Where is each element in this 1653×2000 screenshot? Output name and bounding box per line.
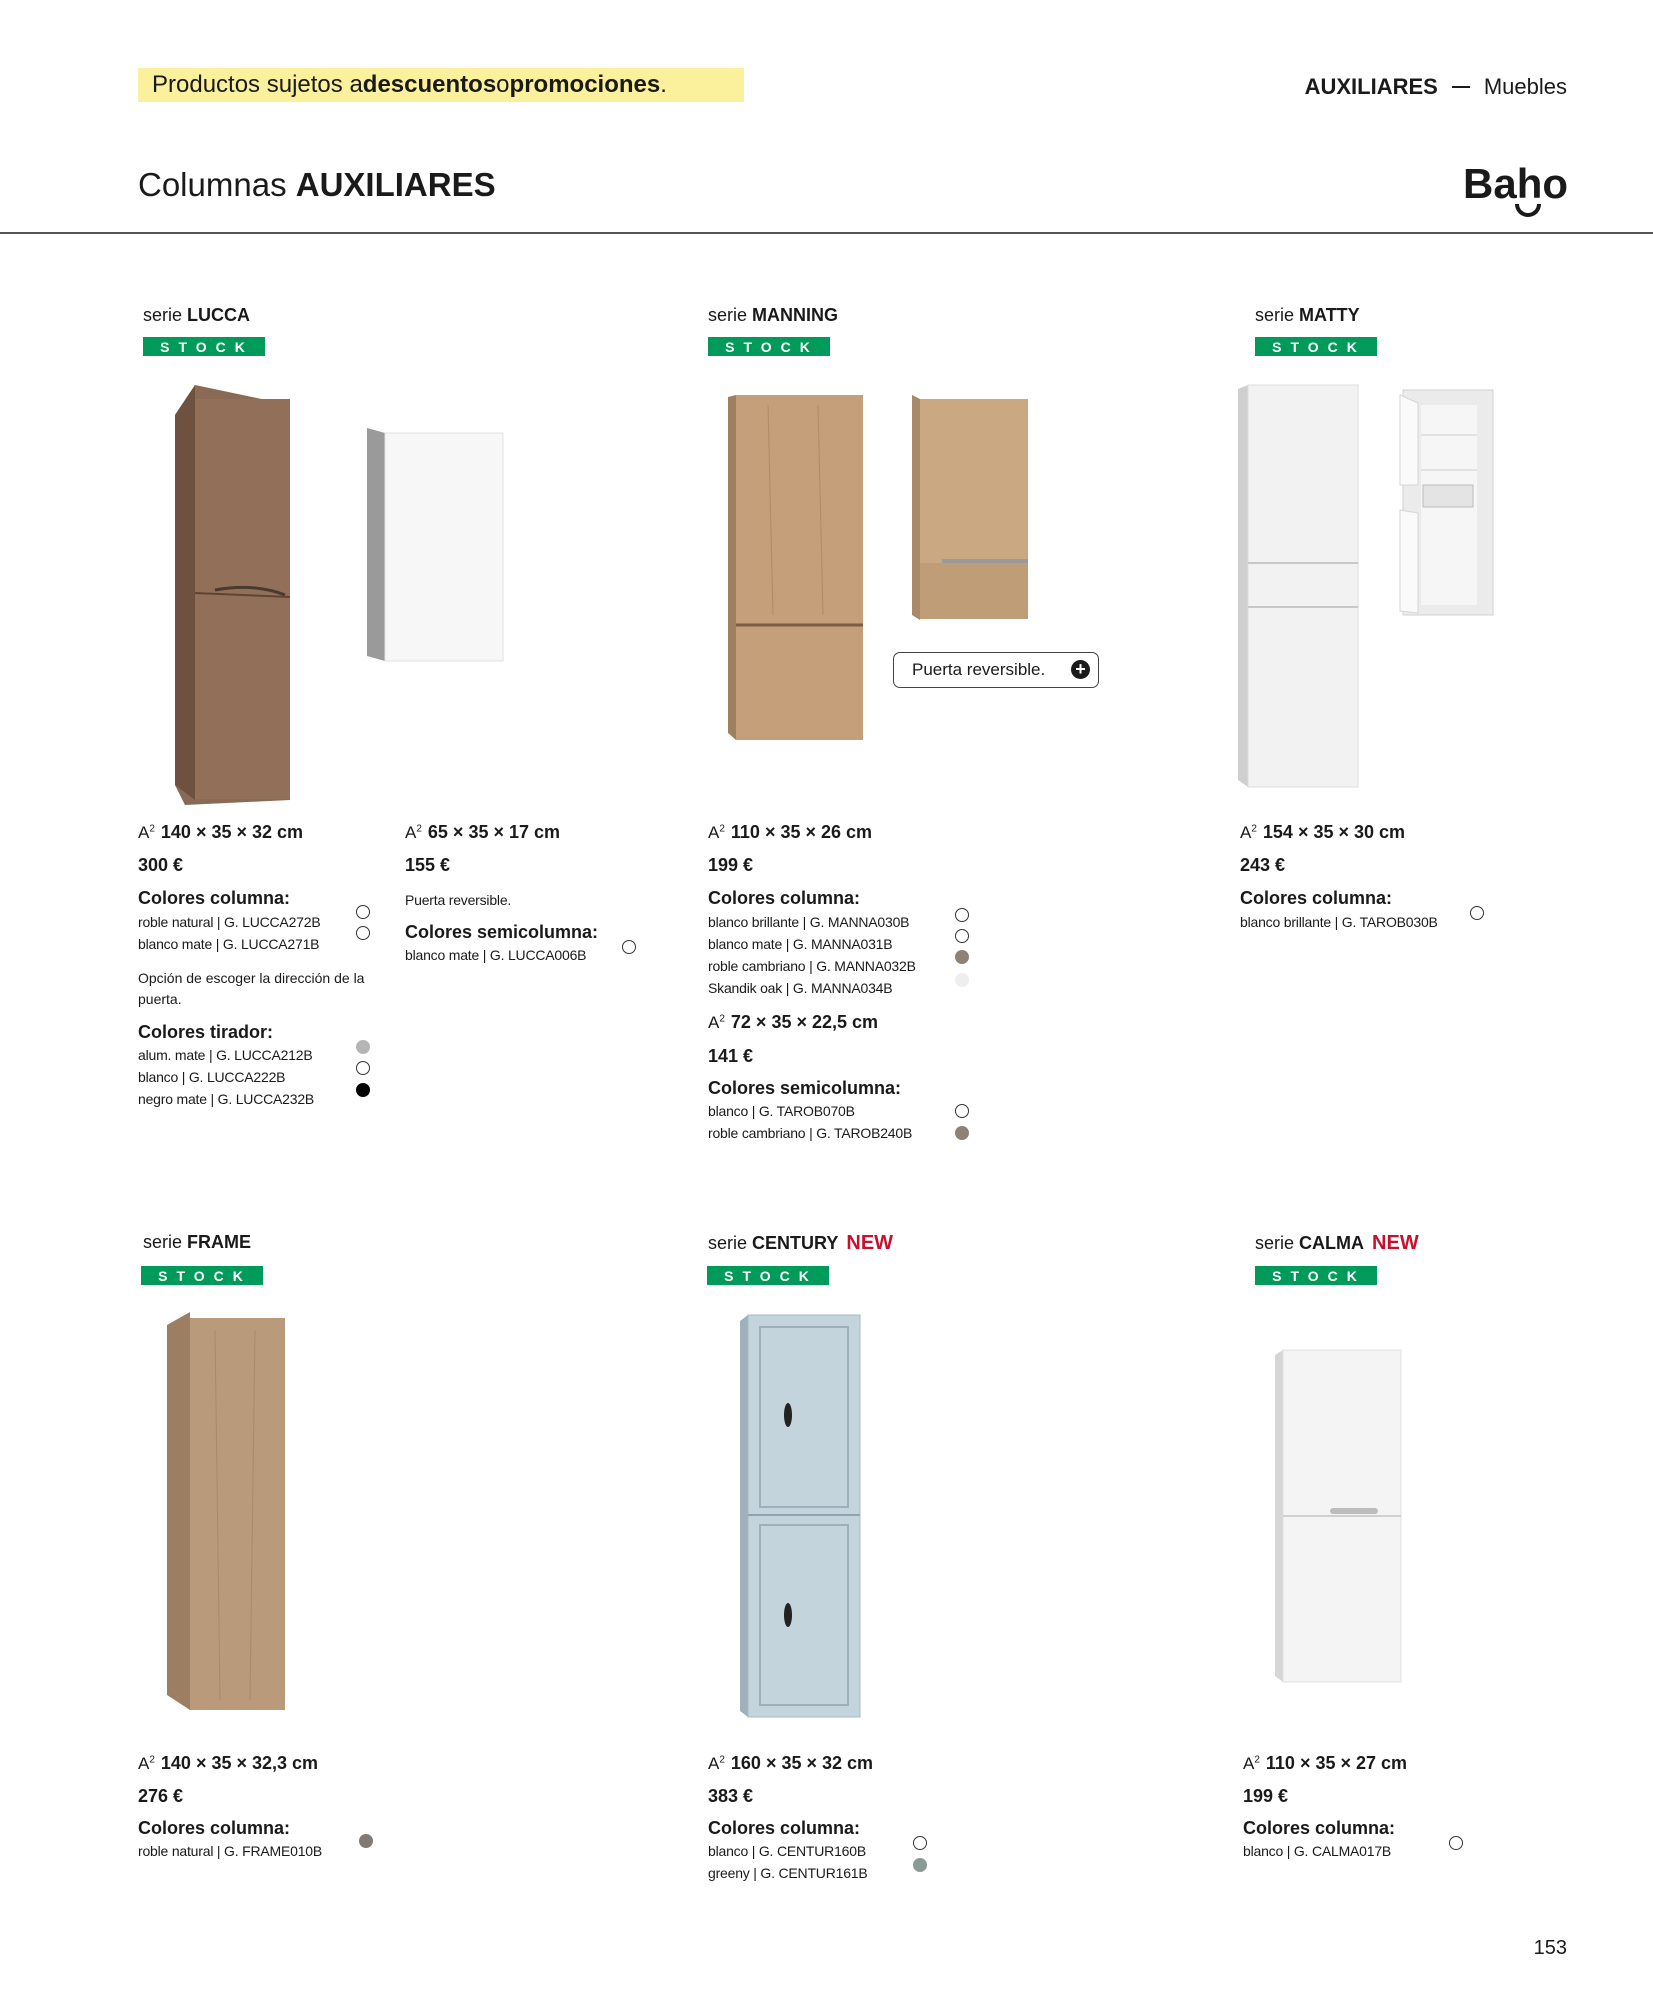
frame-column-price: 276 € [138, 1786, 184, 1806]
area-icon: $A^2$ [1240, 823, 1257, 842]
matty-column-price: 243 € [1240, 855, 1286, 875]
series-manning-title [708, 305, 838, 326]
century-column-price: 383 € [708, 1786, 754, 1806]
section-name: AUXILIARES [1304, 74, 1438, 99]
reversible-door-button[interactable] [893, 652, 1099, 688]
manning-semicolumn-image [912, 395, 1032, 625]
color-option: Skandik oak | G. MANNA034B [708, 980, 893, 996]
calma-column-colors-title: Colores columna: [1243, 1818, 1396, 1838]
color-option: roble cambriano | G. TAROB240B [708, 1125, 913, 1141]
series-prefix: serie [708, 305, 748, 325]
lucca-semicolumn-note: Puerta reversible. [405, 892, 512, 908]
color-option: blanco | G. TAROB070B [708, 1103, 855, 1119]
page-title-light: Columnas [138, 166, 296, 203]
matty-column-image [1238, 385, 1488, 790]
series-frame-title [143, 1232, 251, 1253]
stock-badge: STOCK [708, 337, 830, 356]
color-option: greeny | G. CENTUR161B [708, 1865, 868, 1881]
series-prefix: serie [708, 1233, 748, 1253]
stock-badge: STOCK [143, 337, 265, 356]
color-option: roble natural | G. FRAME010B [138, 1843, 323, 1859]
promo-banner [138, 68, 744, 102]
dimension-value: 72 × 35 × 22,5 cm [730, 1012, 879, 1032]
stock-badge: STOCK [1255, 1266, 1377, 1285]
plus-circle-icon[interactable]: + [1071, 660, 1090, 679]
series-prefix: serie [1255, 1233, 1295, 1253]
lucca-handle-colors-title: Colores tirador: [138, 1022, 274, 1042]
series-name: CENTURY [752, 1233, 839, 1253]
series-name: FRAME [187, 1232, 252, 1252]
area-icon: $A^2$ [708, 1013, 725, 1032]
black-swatch-icon [356, 1083, 370, 1097]
area-icon: $A^2$ [708, 1754, 725, 1773]
stock-badge: STOCK [141, 1266, 263, 1285]
calma-column-image [1275, 1350, 1405, 1685]
lucca-column-image [165, 385, 305, 805]
promo-prefix: Productos sujetos a [152, 71, 363, 98]
calma-column-dimensions [1243, 1753, 1407, 1774]
white-swatch-icon [356, 905, 370, 919]
color-option: blanco brillante | G. TAROB030B [1240, 914, 1438, 930]
stock-badge: STOCK [707, 1266, 829, 1285]
color-option: blanco | G. CALMA017B [1243, 1843, 1392, 1859]
manning-semicolumn-dimensions [708, 1012, 878, 1033]
series-name: CALMA [1299, 1233, 1365, 1253]
white-swatch-icon [622, 940, 636, 954]
gray-swatch-icon [356, 1040, 370, 1054]
lucca-semicolumn-price: 155 € [405, 855, 451, 875]
area-icon: $A^2$ [708, 823, 725, 842]
area-icon: $A^2$ [1243, 1754, 1260, 1773]
series-name: MANNING [752, 305, 839, 325]
lucca-semicolumn-dimensions [405, 822, 560, 843]
brand-logo: Baho [1463, 160, 1568, 207]
series-prefix: serie [143, 1232, 183, 1252]
white-swatch-icon [1470, 906, 1484, 920]
promo-discounts: descuentos [362, 71, 497, 98]
dimension-value: 110 × 35 × 27 cm [1265, 1753, 1408, 1773]
frame-column-image [165, 1310, 295, 1715]
promo-promotions: promociones [509, 71, 661, 98]
white-swatch-icon [1449, 1836, 1463, 1850]
color-option: roble cambriano | G. MANNA032B [708, 958, 916, 974]
dimension-value: 160 × 35 × 32 cm [730, 1753, 874, 1773]
calma-column-price: 199 € [1243, 1786, 1289, 1806]
dimension-value: 110 × 35 × 26 cm [730, 822, 873, 842]
area-icon: $A^2$ [405, 823, 422, 842]
dimension-value: 154 × 35 × 30 cm [1262, 822, 1406, 842]
oak-swatch-icon [359, 1834, 373, 1848]
breadcrumb-dash [1452, 86, 1470, 88]
page-title-bold: AUXILIARES [295, 166, 496, 203]
white-swatch-icon [955, 908, 969, 922]
category-name: Muebles [1483, 74, 1567, 99]
color-option: blanco | G. LUCCA222B [138, 1069, 286, 1085]
manning-column-dimensions [708, 822, 872, 843]
lucca-door-note: Opción de escoger la dirección de la puerta. [138, 970, 365, 1007]
series-name: MATTY [1299, 305, 1360, 325]
section-breadcrumb [1305, 74, 1567, 100]
manning-column-colors-title: Colores columna: [708, 888, 861, 908]
lucca-column-price: 300 € [138, 855, 184, 875]
oak-swatch-icon [955, 1126, 969, 1140]
page-title [138, 166, 496, 204]
series-calma-title [1255, 1232, 1419, 1255]
series-lucca-title [143, 305, 250, 326]
century-column-dimensions [708, 1753, 873, 1774]
brand-smile-icon [1515, 204, 1541, 217]
dimension-value: 140 × 35 × 32,3 cm [160, 1753, 319, 1773]
header-divider [0, 232, 1653, 234]
matty-column-colors-title: Colores columna: [1240, 888, 1393, 908]
reversible-door-label: Puerta reversible. [912, 660, 1046, 679]
series-century-title [708, 1232, 893, 1255]
stock-badge: STOCK [1255, 337, 1377, 356]
area-icon: $A^2$ [138, 823, 155, 842]
page-number: 153 [1533, 1937, 1567, 1959]
lucca-column-colors-title: Colores columna: [138, 888, 291, 908]
color-option: roble natural | G. LUCCA272B [138, 914, 321, 930]
color-option: blanco mate | G. LUCCA006B [405, 947, 587, 963]
lucca-semicolumn-colors-title: Colores semicolumna: [405, 922, 599, 942]
frame-column-colors-title: Colores columna: [138, 1818, 291, 1838]
manning-column-price: 199 € [708, 855, 754, 875]
promo-mid: o [496, 71, 510, 98]
oak-swatch-icon [955, 950, 969, 964]
century-column-colors-title: Colores columna: [708, 1818, 861, 1838]
series-matty-title [1255, 305, 1360, 326]
light-swatch-icon [955, 973, 969, 987]
lucca-column-dimensions [138, 822, 303, 843]
white-swatch-icon [955, 929, 969, 943]
white-swatch-icon [356, 1061, 370, 1075]
manning-semicolumn-price: 141 € [708, 1046, 754, 1066]
white-swatch-icon [955, 1104, 969, 1118]
color-option: alum. mate | G. LUCCA212B [138, 1047, 313, 1063]
new-badge: NEW [1372, 1232, 1419, 1254]
color-option: blanco | G. CENTUR160B [708, 1843, 866, 1859]
dimension-value: 65 × 35 × 17 cm [427, 822, 561, 842]
dimension-value: 140 × 35 × 32 cm [160, 822, 304, 842]
area-icon: $A^2$ [138, 1754, 155, 1773]
series-prefix: serie [143, 305, 183, 325]
manning-semicolumn-colors-title: Colores semicolumna: [708, 1078, 902, 1098]
white-swatch-icon [913, 1836, 927, 1850]
color-option: negro mate | G. LUCCA232B [138, 1091, 315, 1107]
color-option: blanco mate | G. MANNA031B [708, 936, 893, 952]
lucca-semicolumn-image [365, 428, 505, 668]
color-option: blanco brillante | G. MANNA030B [708, 914, 910, 930]
white-swatch-icon [356, 926, 370, 940]
matty-column-dimensions [1240, 822, 1405, 843]
color-option: blanco mate | G. LUCCA271B [138, 936, 320, 952]
manning-column-image [728, 395, 868, 745]
promo-end: . [660, 71, 667, 98]
century-column-image [740, 1315, 865, 1720]
new-badge: NEW [846, 1232, 894, 1254]
greeny-swatch-icon [913, 1858, 927, 1872]
frame-column-dimensions [138, 1753, 318, 1774]
series-prefix: serie [1255, 305, 1295, 325]
series-name: LUCCA [187, 305, 251, 325]
